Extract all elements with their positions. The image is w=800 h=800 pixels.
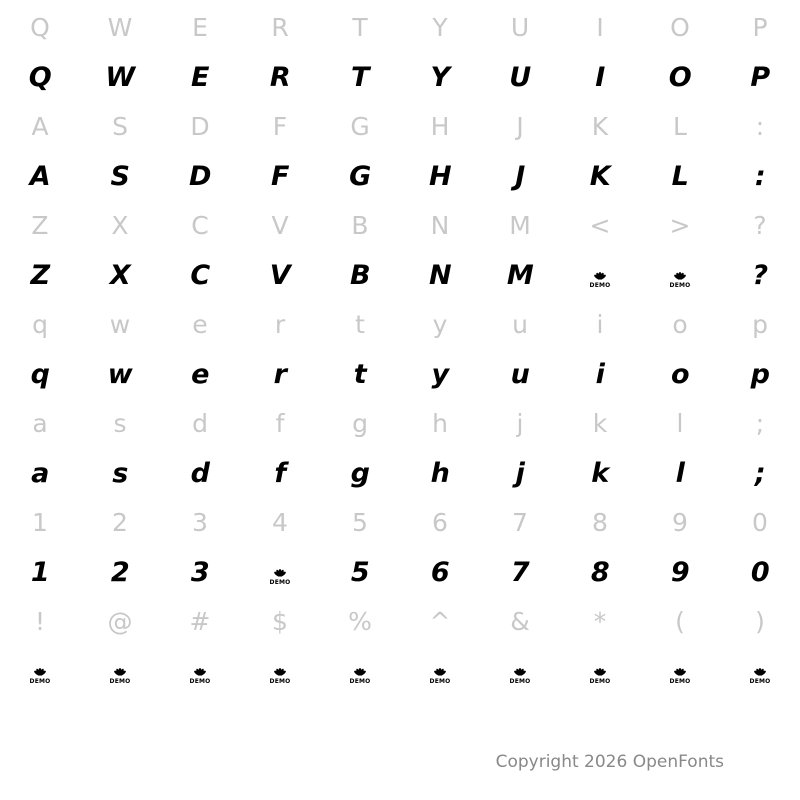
demo-label: DEMO	[669, 281, 691, 289]
key-cell: S	[112, 112, 128, 141]
key-cell: C	[191, 211, 209, 240]
demo-watermark-icon	[589, 661, 611, 685]
key-cell: :	[755, 112, 765, 141]
glyph-cell: h	[430, 458, 450, 489]
glyph-row	[0, 250, 800, 301]
demo-watermark-icon	[349, 661, 371, 685]
key-cell: U	[510, 13, 530, 42]
glyph-cell-missing	[480, 646, 560, 697]
glyph-row-pair	[0, 499, 800, 598]
demo-watermark-icon	[509, 661, 531, 685]
copyright-notice: Copyright 2026 OpenFonts	[495, 752, 724, 772]
demo-label: DEMO	[349, 677, 371, 685]
glyph-cell: Q	[28, 62, 52, 93]
demo-leaves-icon	[191, 662, 209, 675]
key-cell: i	[596, 310, 604, 339]
key-cell: g	[352, 409, 368, 438]
glyph-cell-missing	[320, 646, 400, 697]
key-cell: W	[107, 13, 133, 42]
glyph-cell: F	[271, 161, 289, 192]
glyph-row-pair	[0, 202, 800, 301]
key-cell: Z	[31, 211, 49, 240]
key-cell: B	[351, 211, 369, 240]
demo-watermark-icon	[29, 661, 51, 685]
key-cell: M	[509, 211, 531, 240]
glyph-cell: 5	[350, 557, 370, 588]
key-cell: &	[510, 607, 530, 636]
demo-label: DEMO	[509, 677, 531, 685]
glyph-cell: d	[190, 458, 210, 489]
glyph-cell: U	[509, 62, 531, 93]
glyph-cell-missing	[560, 646, 640, 697]
key-cell: h	[432, 409, 448, 438]
glyph-cell-missing	[720, 646, 800, 697]
key-cell: #	[189, 607, 211, 636]
demo-label: DEMO	[669, 677, 691, 685]
key-cell: $	[272, 607, 288, 636]
demo-leaves-icon	[511, 662, 529, 675]
key-row	[0, 4, 800, 52]
key-row	[0, 499, 800, 547]
glyph-cell: 0	[750, 557, 770, 588]
key-cell: F	[272, 112, 288, 141]
glyph-cell: 3	[190, 557, 210, 588]
glyph-row-pair	[0, 400, 800, 499]
key-cell: %	[348, 607, 372, 636]
key-row	[0, 400, 800, 448]
key-cell: T	[352, 13, 368, 42]
glyph-cell: T	[351, 62, 369, 93]
key-cell: d	[192, 409, 208, 438]
glyph-cell: C	[190, 260, 210, 291]
key-cell: 7	[512, 508, 528, 537]
glyph-cell: D	[189, 161, 211, 192]
glyph-cell: V	[269, 260, 291, 291]
glyph-cell: ?	[752, 260, 768, 291]
glyph-cell: 2	[110, 557, 130, 588]
glyph-cell-missing	[400, 646, 480, 697]
demo-label: DEMO	[589, 281, 611, 289]
glyph-row	[0, 52, 800, 103]
key-cell: L	[673, 112, 687, 141]
key-cell: r	[274, 310, 286, 339]
demo-label: DEMO	[29, 677, 51, 685]
key-cell: ;	[755, 409, 765, 438]
glyph-cell: 1	[30, 557, 50, 588]
demo-label: DEMO	[109, 677, 131, 685]
demo-watermark-icon	[109, 661, 131, 685]
demo-leaves-icon	[591, 662, 609, 675]
key-cell: u	[512, 310, 528, 339]
key-cell: 5	[352, 508, 368, 537]
key-row	[0, 598, 800, 646]
key-cell: K	[591, 112, 609, 141]
demo-label: DEMO	[189, 677, 211, 685]
key-cell: q	[32, 310, 48, 339]
glyph-cell: M	[506, 260, 534, 291]
demo-watermark-icon	[269, 661, 291, 685]
glyph-row-pair	[0, 103, 800, 202]
glyph-cell: X	[109, 260, 131, 291]
key-cell: @	[107, 607, 133, 636]
key-cell: <	[589, 211, 611, 240]
demo-watermark-icon	[589, 265, 611, 289]
glyph-cell: r	[273, 359, 287, 390]
key-cell: p	[752, 310, 768, 339]
key-row	[0, 301, 800, 349]
glyph-row-pair	[0, 301, 800, 400]
key-cell: O	[670, 13, 690, 42]
glyph-cell: :	[754, 161, 766, 192]
demo-label: DEMO	[429, 677, 451, 685]
glyph-cell: K	[589, 161, 611, 192]
glyph-row	[0, 646, 800, 697]
key-cell: D	[190, 112, 210, 141]
key-cell: y	[432, 310, 448, 339]
key-cell: H	[430, 112, 450, 141]
demo-watermark-icon	[189, 661, 211, 685]
key-cell: (	[675, 607, 685, 636]
glyph-cell: u	[510, 359, 530, 390]
glyph-row-pair	[0, 4, 800, 103]
glyph-cell: I	[595, 62, 605, 93]
key-cell: V	[271, 211, 289, 240]
key-cell: 0	[752, 508, 768, 537]
demo-watermark-icon	[429, 661, 451, 685]
glyph-cell: Z	[30, 260, 50, 291]
glyph-cell: a	[31, 458, 49, 489]
key-cell: w	[109, 310, 131, 339]
key-cell: !	[34, 607, 46, 636]
glyph-cell: l	[675, 458, 685, 489]
glyph-cell: j	[515, 458, 525, 489]
key-cell: P	[752, 13, 768, 42]
glyph-cell-missing	[240, 547, 320, 598]
glyph-cell: e	[191, 359, 209, 390]
demo-watermark-icon	[749, 661, 771, 685]
glyph-cell: R	[269, 62, 291, 93]
demo-leaves-icon	[751, 662, 769, 675]
glyph-cell: p	[750, 359, 770, 390]
glyph-cell: O	[668, 62, 692, 93]
glyph-cell: H	[428, 161, 452, 192]
key-cell: 9	[672, 508, 688, 537]
key-cell: Y	[432, 13, 448, 42]
key-cell: 6	[432, 508, 448, 537]
key-cell: k	[592, 409, 608, 438]
demo-watermark-icon	[669, 661, 691, 685]
glyph-cell: A	[29, 161, 51, 192]
key-cell: 2	[112, 508, 128, 537]
key-row	[0, 103, 800, 151]
demo-leaves-icon	[671, 662, 689, 675]
glyph-row	[0, 151, 800, 202]
key-cell: R	[271, 13, 289, 42]
glyph-cell-missing	[640, 646, 720, 697]
glyph-cell: s	[112, 458, 128, 489]
glyph-row	[0, 349, 800, 400]
glyph-cell: f	[274, 458, 286, 489]
glyph-cell-missing	[560, 250, 640, 301]
key-cell: )	[755, 607, 765, 636]
glyph-cell-missing	[80, 646, 160, 697]
glyph-cell: g	[350, 458, 370, 489]
demo-watermark-icon	[269, 562, 291, 586]
glyph-cell-missing	[640, 250, 720, 301]
key-cell: >	[669, 211, 691, 240]
key-cell: ?	[753, 211, 767, 240]
glyph-cell: S	[110, 161, 130, 192]
demo-leaves-icon	[31, 662, 49, 675]
glyph-cell-missing	[240, 646, 320, 697]
demo-leaves-icon	[271, 662, 289, 675]
key-cell: A	[31, 112, 49, 141]
glyph-cell: Y	[430, 62, 450, 93]
key-cell: ^	[429, 607, 451, 636]
key-cell: *	[593, 607, 607, 636]
glyph-cell: B	[349, 260, 371, 291]
glyph-cell: q	[30, 359, 50, 390]
glyph-cell: y	[431, 359, 449, 390]
glyph-cell: J	[515, 161, 525, 192]
key-cell: X	[111, 211, 129, 240]
key-cell: f	[275, 409, 285, 438]
key-row	[0, 202, 800, 250]
key-cell: j	[516, 409, 524, 438]
demo-leaves-icon	[111, 662, 129, 675]
key-cell: s	[113, 409, 127, 438]
glyph-cell: 6	[430, 557, 450, 588]
glyph-cell: 8	[590, 557, 610, 588]
glyph-cell-missing	[160, 646, 240, 697]
glyph-cell: P	[750, 62, 770, 93]
demo-label: DEMO	[269, 578, 291, 586]
glyph-row-pair	[0, 598, 800, 697]
glyph-row	[0, 448, 800, 499]
key-cell: N	[430, 211, 450, 240]
key-cell: I	[596, 13, 604, 42]
demo-label: DEMO	[749, 677, 771, 685]
key-cell: e	[192, 310, 208, 339]
key-cell: 4	[272, 508, 288, 537]
demo-leaves-icon	[591, 266, 609, 279]
glyph-cell: ;	[754, 458, 766, 489]
glyph-cell: W	[105, 62, 135, 93]
glyph-cell: w	[107, 359, 133, 390]
key-cell: l	[676, 409, 684, 438]
glyph-cell-missing	[0, 646, 80, 697]
key-cell: a	[32, 409, 48, 438]
glyph-cell: i	[595, 359, 605, 390]
key-cell: G	[350, 112, 370, 141]
demo-leaves-icon	[351, 662, 369, 675]
key-cell: t	[355, 310, 365, 339]
glyph-cell: N	[428, 260, 452, 291]
demo-leaves-icon	[271, 563, 289, 576]
key-cell: o	[672, 310, 688, 339]
demo-leaves-icon	[671, 266, 689, 279]
glyph-cell: E	[191, 62, 209, 93]
glyph-cell: 9	[670, 557, 690, 588]
key-cell: 3	[192, 508, 208, 537]
key-cell: J	[516, 112, 524, 141]
demo-label: DEMO	[589, 677, 611, 685]
demo-label: DEMO	[269, 677, 291, 685]
demo-watermark-icon	[669, 265, 691, 289]
key-cell: Q	[30, 13, 50, 42]
glyph-cell: L	[671, 161, 689, 192]
glyph-cell: t	[353, 359, 367, 390]
glyph-cell: o	[670, 359, 690, 390]
demo-leaves-icon	[431, 662, 449, 675]
glyph-cell: G	[349, 161, 371, 192]
key-cell: 8	[592, 508, 608, 537]
key-cell: E	[192, 13, 208, 42]
glyph-cell: k	[591, 458, 609, 489]
glyph-row	[0, 547, 800, 598]
key-cell: 1	[32, 508, 48, 537]
glyph-cell: 7	[510, 557, 530, 588]
